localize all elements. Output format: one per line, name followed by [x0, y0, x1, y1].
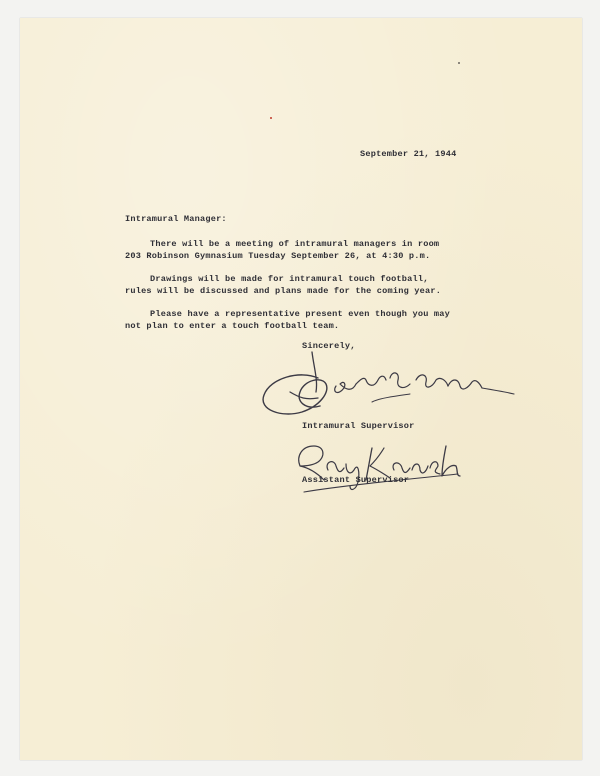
salutation: Intramural Manager:	[125, 214, 227, 224]
paragraph-3-line-2: not plan to enter a touch football team.	[125, 321, 340, 331]
closing: Sincerely,	[302, 341, 356, 351]
letter-date: September 21, 1944	[360, 149, 457, 159]
paragraph-1-line-2: 203 Robinson Gymnasium Tuesday September 26, at 4:30 p.m.	[125, 251, 431, 261]
paragraph-2-line-2: rules will be discussed and plans made for the coming year.	[125, 286, 442, 296]
paragraph-3-line-1: Please have a representative present even though you may	[150, 309, 450, 319]
paragraph-1-line-1: There will be a meeting of intramural managers in room	[150, 239, 440, 249]
paragraph-2-line-1: Drawings will be made for intramural touch football,	[150, 274, 429, 284]
signature-1-title: Intramural Supervisor	[302, 421, 415, 431]
signature-2-title: Assistant Supervisor	[302, 475, 410, 485]
